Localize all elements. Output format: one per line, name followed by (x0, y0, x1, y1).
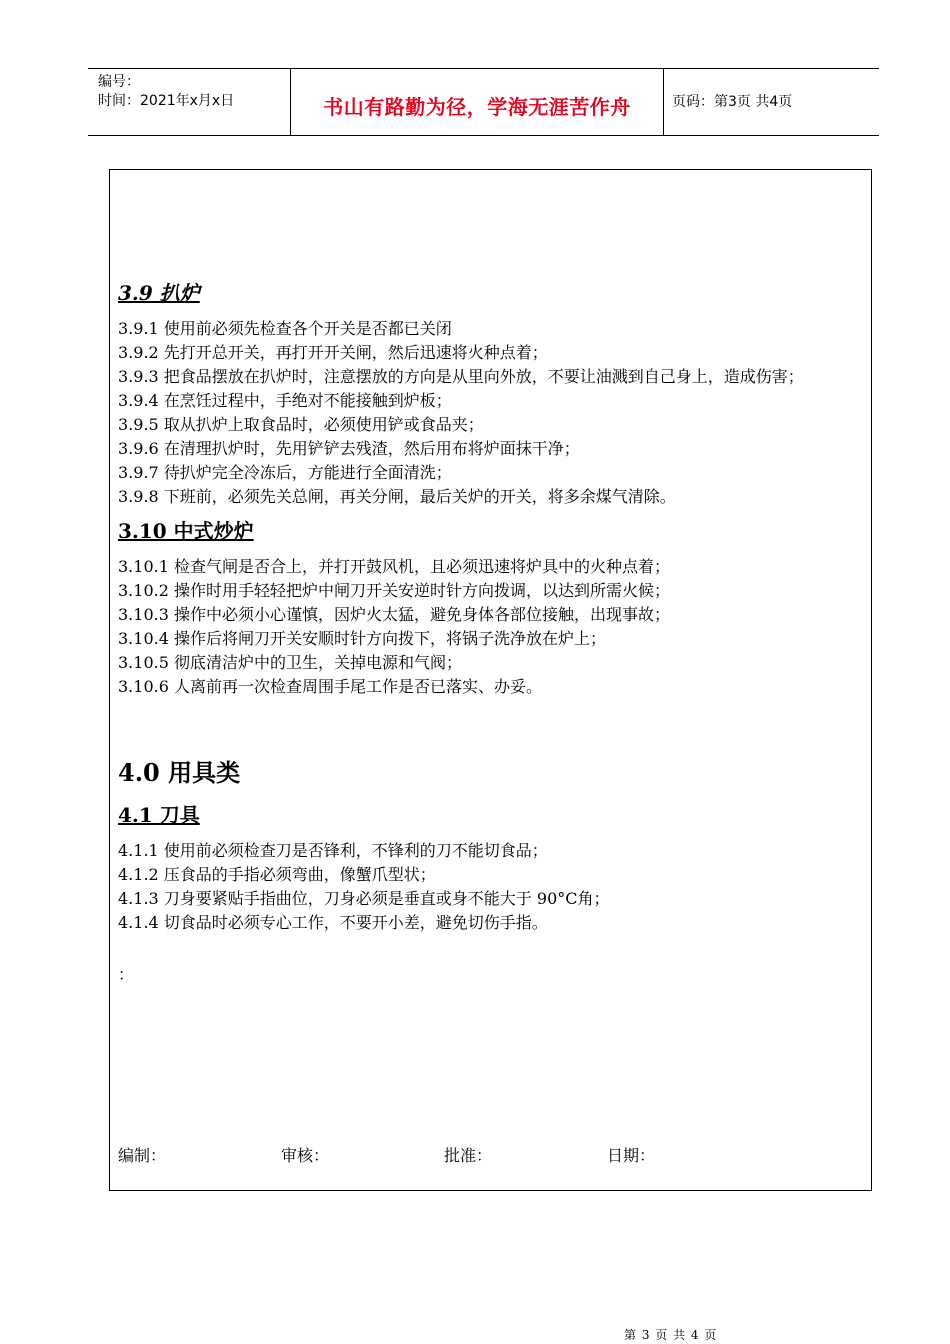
list-item: 3.9.3 把食品摆放在扒炉时，注意摆放的方向是从里向外放，不要让油溅到自己身上，造成伤害； (118, 367, 804, 386)
list-item: 3.10.1 检查气闸是否合上，并打开鼓风机，且必须迅速将炉具中的火种点着； (118, 557, 670, 576)
header-meta-cell (88, 69, 291, 135)
document-number-label: 编号： (98, 74, 140, 90)
signoff-compile-label: 编制： (118, 1146, 167, 1165)
list-item: 3.9.1 使用前必须先检查各个开关是否都已关闭 (118, 319, 452, 338)
header-page-label: 页码：第3页 共4页 (672, 94, 793, 110)
list-item: 3.9.7 待扒炉完全冷冻后，方能进行全面清洗； (118, 463, 452, 482)
list-item: 3.9.2 先打开总开关，再打开开关闸，然后迅速将火种点着； (118, 343, 548, 362)
section-heading-4-0: 4.0 用具类 (118, 758, 241, 787)
list-item: 4.1.2 压食品的手指必须弯曲，像蟹爪型状； (118, 865, 436, 884)
page-footer: 第 3 页 共 4 页 (624, 1328, 718, 1342)
trailing-colon: ： (118, 965, 135, 984)
header-page-cell (664, 69, 879, 135)
list-item: 3.9.5 取从扒炉上取食品时，必须使用铲或食品夹； (118, 415, 484, 434)
section-heading-4-1: 4.1 刀具 (118, 803, 200, 827)
signoff-row (118, 1143, 858, 1167)
list-item: 4.1.1 使用前必须检查刀是否锋利，不锋利的刀不能切食品； (118, 841, 548, 860)
list-item: 4.1.4 切食品时必须专心工作，不要开小差，避免切伤手指。 (118, 913, 548, 932)
section-heading-3-9: 3.9 扒炉 (118, 281, 200, 305)
list-item: 3.9.4 在烹饪过程中，手绝对不能接触到炉板； (118, 391, 452, 410)
list-item: 3.10.2 操作时用手轻轻把炉中闸刀开关安逆时针方向拨调，以达到所需火候； (118, 581, 670, 600)
list-item: 3.9.8 下班前，必须先关总闸，再关分闸，最后关炉的开关，将多余煤气清除。 (118, 487, 676, 506)
list-item: 3.10.4 操作后将闸刀开关安顺时针方向拨下，将锅子洗净放在炉上； (118, 629, 606, 648)
header-motto: 书山有路勤为径，学海无涯苦作舟 (323, 95, 631, 119)
document-time-label: 时间：2021年x月x日 (98, 93, 235, 109)
signoff-approve-label: 批准： (444, 1146, 493, 1165)
section-heading-3-10: 3.10 中式炒炉 (118, 519, 254, 543)
content-body (118, 279, 863, 987)
header-motto-cell (291, 69, 664, 135)
list-item: 3.10.6 人离前再一次检查周围手尾工作是否已落实、办妥。 (118, 677, 542, 696)
list-item: 3.10.5 彻底清洁炉中的卫生，关掉电源和气阀； (118, 653, 462, 672)
page-header (88, 68, 879, 136)
list-item: 3.10.3 操作中必须小心谨慎，因炉火太猛，避免身体各部位接触，出现事故； (118, 605, 670, 624)
list-item: 4.1.3 刀身要紧贴手指曲位，刀身必须是垂直或身不能大于 90°C角； (118, 889, 610, 908)
content-frame (109, 169, 872, 1191)
signoff-date-label: 日期： (607, 1146, 656, 1165)
signoff-review-label: 审核： (281, 1146, 330, 1165)
list-item: 3.9.6 在清理扒炉时，先用铲铲去残渣，然后用布将炉面抹干净； (118, 439, 580, 458)
